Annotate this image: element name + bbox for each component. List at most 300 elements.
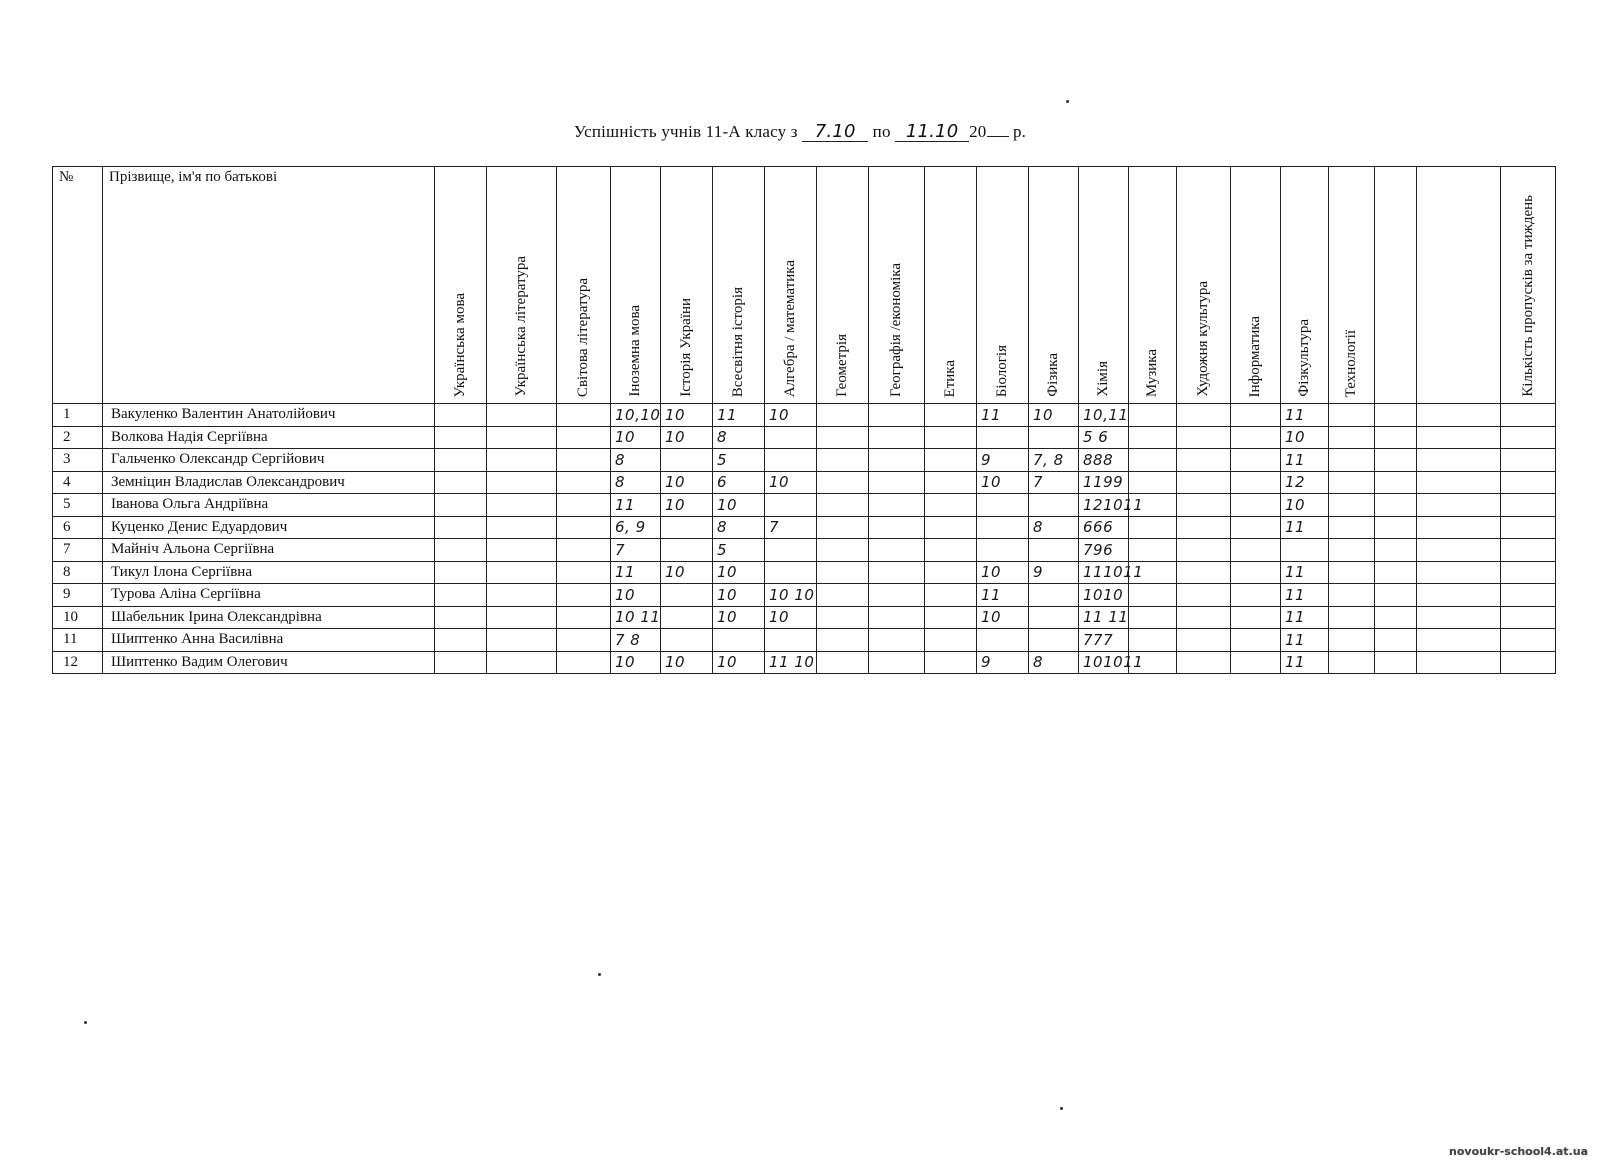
- grade-cell: 5 6: [1079, 426, 1129, 449]
- grade-cell: 11: [1281, 404, 1329, 427]
- grade-cell: 11: [977, 584, 1029, 607]
- column-header-subject: [1129, 167, 1177, 404]
- table-row: [53, 404, 1556, 427]
- date-from: 7.10: [802, 123, 868, 142]
- grade-cell: [487, 539, 557, 562]
- subject-label: Фізика: [1045, 353, 1061, 397]
- grade-cell: 10: [661, 494, 713, 517]
- grade-cell: [435, 471, 487, 494]
- grade-cell: 10: [661, 651, 713, 674]
- grade-cell: [557, 404, 611, 427]
- grade-cell: 7: [765, 516, 817, 539]
- grade-cell: [557, 584, 611, 607]
- grade-cell: [869, 651, 925, 674]
- row-number: 1: [53, 404, 103, 427]
- grade-cell: 6, 9: [611, 516, 661, 539]
- grade-cell: [869, 561, 925, 584]
- grade-cell: [487, 561, 557, 584]
- subject-label: Географія /економіка: [888, 262, 904, 397]
- grade-cell: [977, 539, 1029, 562]
- grade-cell: 666: [1079, 516, 1129, 539]
- grade-cell: [557, 539, 611, 562]
- grade-cell: [1129, 584, 1177, 607]
- grade-cell: [1177, 651, 1231, 674]
- grade-cell: [817, 606, 869, 629]
- grade-cell: [977, 516, 1029, 539]
- grade-cell: [661, 629, 713, 652]
- grade-cell: [1177, 471, 1231, 494]
- grade-cell: 5: [713, 449, 765, 472]
- row-number: 7: [53, 539, 103, 562]
- grade-cell: [1417, 584, 1501, 607]
- grade-cell: [1417, 606, 1501, 629]
- grade-cell: [765, 561, 817, 584]
- grade-cell: 10: [611, 584, 661, 607]
- grade-cell: [1231, 449, 1281, 472]
- grade-cell: [1375, 606, 1417, 629]
- title-mid: по: [872, 122, 891, 141]
- grade-cell: [1231, 584, 1281, 607]
- grade-cell: [1329, 539, 1375, 562]
- subject-label: Хімія: [1095, 361, 1111, 397]
- grade-cell: [487, 404, 557, 427]
- document-title: [0, 122, 1600, 142]
- grade-cell: [1177, 516, 1231, 539]
- grade-cell: [1329, 651, 1375, 674]
- grade-cell: 10: [765, 606, 817, 629]
- row-number: 5: [53, 494, 103, 517]
- grade-cell: 10,11: [1079, 404, 1129, 427]
- grade-cell: [435, 449, 487, 472]
- grade-cell: [1417, 494, 1501, 517]
- table-row: [53, 584, 1556, 607]
- date-to: 11.10: [895, 123, 969, 142]
- grade-cell: 11: [1281, 584, 1329, 607]
- grade-cell: [869, 539, 925, 562]
- grade-cell: 11: [611, 561, 661, 584]
- grade-cell: [925, 606, 977, 629]
- student-name: Турова Аліна Сергіївна: [103, 584, 435, 607]
- table-row: [53, 539, 1556, 562]
- grade-cell: [925, 404, 977, 427]
- grade-cell: 9: [977, 651, 1029, 674]
- column-header-subject: [1231, 167, 1281, 404]
- grade-cell: [1417, 471, 1501, 494]
- student-name: Шиптенко Вадим Олегович: [103, 651, 435, 674]
- grade-cell: 11: [1281, 516, 1329, 539]
- subject-label: Кількість пропусків за тиждень: [1519, 195, 1536, 397]
- grade-cell: [487, 629, 557, 652]
- grade-cell: [1177, 404, 1231, 427]
- grade-cell: [925, 629, 977, 652]
- scan-speck: [84, 1021, 87, 1024]
- grade-cell: [557, 561, 611, 584]
- grade-cell: [661, 584, 713, 607]
- grade-cell: 10,10: [611, 404, 661, 427]
- grade-cell: [925, 516, 977, 539]
- grade-cell: [1231, 494, 1281, 517]
- subject-label: Біологія: [994, 344, 1010, 397]
- column-header-subject: [817, 167, 869, 404]
- grade-cell: 121011: [1079, 494, 1129, 517]
- grade-cell: 7, 8: [1029, 449, 1079, 472]
- grade-cell: [817, 516, 869, 539]
- grade-cell: [1231, 516, 1281, 539]
- grade-cell: 10: [713, 606, 765, 629]
- grade-cell: 11: [1281, 651, 1329, 674]
- grade-cell: [1375, 404, 1417, 427]
- grade-cell: [1231, 606, 1281, 629]
- grade-cell: 11: [1281, 449, 1329, 472]
- grade-cell: [869, 584, 925, 607]
- student-name: Куценко Денис Едуардович: [103, 516, 435, 539]
- row-number: 6: [53, 516, 103, 539]
- grade-cell: 9: [1029, 561, 1079, 584]
- grade-cell: [435, 629, 487, 652]
- grade-cell: [1177, 539, 1231, 562]
- grade-cell: 10: [1281, 494, 1329, 517]
- column-header-subject: [869, 167, 925, 404]
- grade-cell: 11: [1281, 606, 1329, 629]
- grade-cell: 5: [713, 539, 765, 562]
- grade-cell: 10: [977, 561, 1029, 584]
- grade-cell: [1029, 629, 1079, 652]
- grade-cell: 11: [977, 404, 1029, 427]
- grade-cell: 12: [1281, 471, 1329, 494]
- grade-cell: [817, 561, 869, 584]
- column-header-subject: [661, 167, 713, 404]
- subject-label: Українська література: [513, 256, 529, 397]
- grade-cell: [1417, 539, 1501, 562]
- grade-cell: 10: [713, 584, 765, 607]
- grade-cell: 11: [1281, 629, 1329, 652]
- grade-cell: [487, 449, 557, 472]
- grade-cell: [1329, 561, 1375, 584]
- grade-cell: 101011: [1079, 651, 1129, 674]
- grade-cell: [1177, 449, 1231, 472]
- grade-cell: [817, 494, 869, 517]
- title-prefix: Успішність учнів 11-А класу з: [573, 122, 798, 141]
- grade-cell: [1281, 539, 1329, 562]
- grade-cell: 8: [1029, 516, 1079, 539]
- grade-cell: 7: [611, 539, 661, 562]
- grade-cell: 8: [611, 471, 661, 494]
- row-number: 9: [53, 584, 103, 607]
- grade-cell: [869, 494, 925, 517]
- grade-cell: 10: [611, 651, 661, 674]
- title-suffix: р.: [1012, 122, 1027, 141]
- scan-speck: [598, 973, 601, 976]
- subject-label: Світова література: [575, 277, 591, 397]
- grade-cell: [435, 516, 487, 539]
- grade-cell: [1329, 584, 1375, 607]
- grade-cell: [557, 629, 611, 652]
- grade-cell: 7 8: [611, 629, 661, 652]
- grade-cell: [765, 426, 817, 449]
- column-header-subject: [1079, 167, 1129, 404]
- column-header-number: №: [53, 167, 103, 404]
- subject-label: Музика: [1144, 348, 1160, 397]
- grade-cell: [817, 651, 869, 674]
- grade-cell: 10 10: [765, 584, 817, 607]
- grade-cell: [1417, 426, 1501, 449]
- grade-cell: [1329, 449, 1375, 472]
- column-header-subject: [765, 167, 817, 404]
- grade-cell: [435, 426, 487, 449]
- grade-cell: 888: [1079, 449, 1129, 472]
- column-header-subject: [1501, 167, 1556, 404]
- year-prefix: 20: [969, 122, 987, 141]
- student-name: Вакуленко Валентин Анатолійович: [103, 404, 435, 427]
- grade-cell: [765, 494, 817, 517]
- grade-cell: [869, 449, 925, 472]
- student-name: Гальченко Олександр Сергійович: [103, 449, 435, 472]
- table-row: [53, 426, 1556, 449]
- grade-cell: [817, 629, 869, 652]
- grade-cell: [1375, 494, 1417, 517]
- grade-cell: [1329, 426, 1375, 449]
- grade-cell: [1375, 629, 1417, 652]
- subject-label: Алгебра / математика: [782, 259, 798, 397]
- grade-cell: [487, 471, 557, 494]
- grade-cell: 6: [713, 471, 765, 494]
- student-name: Шабельник Ірина Олександрівна: [103, 606, 435, 629]
- grade-cell: [925, 584, 977, 607]
- grade-cell: [1501, 449, 1556, 472]
- subject-label: Інформатика: [1247, 315, 1263, 397]
- grade-cell: [925, 494, 977, 517]
- grade-cell: [557, 606, 611, 629]
- grade-cell: [1375, 516, 1417, 539]
- grade-cell: [817, 426, 869, 449]
- grade-cell: [925, 539, 977, 562]
- grade-cell: 10: [661, 426, 713, 449]
- grade-cell: 10: [1029, 404, 1079, 427]
- subject-label: Історія України: [678, 298, 694, 397]
- grade-cell: [1231, 629, 1281, 652]
- grade-cell: 11: [713, 404, 765, 427]
- grade-cell: [869, 629, 925, 652]
- grade-cell: [1231, 404, 1281, 427]
- grade-cell: [435, 561, 487, 584]
- grade-cell: [435, 494, 487, 517]
- grade-cell: [661, 449, 713, 472]
- table-row: [53, 449, 1556, 472]
- grade-cell: [557, 651, 611, 674]
- grade-cell: [925, 561, 977, 584]
- grade-cell: 11: [611, 494, 661, 517]
- grade-cell: [925, 651, 977, 674]
- column-header-subject: [1417, 167, 1501, 404]
- table-body: [53, 404, 1556, 674]
- grade-cell: [1129, 426, 1177, 449]
- table-row: [53, 494, 1556, 517]
- grade-cell: [487, 516, 557, 539]
- grade-cell: [1417, 449, 1501, 472]
- grade-cell: [661, 539, 713, 562]
- grade-cell: [869, 426, 925, 449]
- row-number: 10: [53, 606, 103, 629]
- row-number: 2: [53, 426, 103, 449]
- grade-cell: [1417, 404, 1501, 427]
- grade-cell: [435, 651, 487, 674]
- grade-cell: [1501, 629, 1556, 652]
- row-number: 4: [53, 471, 103, 494]
- column-header-subject: [713, 167, 765, 404]
- grade-cell: [435, 539, 487, 562]
- grade-cell: [869, 606, 925, 629]
- grade-cell: 7: [1029, 471, 1079, 494]
- grade-cell: [869, 516, 925, 539]
- table-row: [53, 561, 1556, 584]
- year-blank: [987, 136, 1009, 137]
- grade-cell: 777: [1079, 629, 1129, 652]
- grade-cell: [977, 629, 1029, 652]
- grade-cell: [1177, 494, 1231, 517]
- grade-cell: [557, 426, 611, 449]
- grade-cell: 11 10: [765, 651, 817, 674]
- grade-cell: [817, 471, 869, 494]
- grade-cell: 8: [713, 516, 765, 539]
- subject-label: Геометрія: [834, 334, 850, 397]
- grade-cell: [817, 584, 869, 607]
- grade-cell: 10: [765, 471, 817, 494]
- column-header-subject: [1281, 167, 1329, 404]
- grade-cell: [1417, 516, 1501, 539]
- grade-cell: [487, 494, 557, 517]
- column-header-subject: [1029, 167, 1079, 404]
- column-header-subject: [1329, 167, 1375, 404]
- grade-cell: [1375, 539, 1417, 562]
- grade-cell: 10: [611, 426, 661, 449]
- row-number: 8: [53, 561, 103, 584]
- grade-cell: [1129, 539, 1177, 562]
- grade-cell: 10: [713, 651, 765, 674]
- grade-cell: [1029, 584, 1079, 607]
- grade-cell: 8: [1029, 651, 1079, 674]
- grade-cell: [1129, 449, 1177, 472]
- grade-cell: 10: [1281, 426, 1329, 449]
- grade-cell: 1010: [1079, 584, 1129, 607]
- grade-cell: 10: [977, 471, 1029, 494]
- grade-cell: [1029, 426, 1079, 449]
- column-header-name: Прізвище, ім'я по батькові: [103, 167, 435, 404]
- grade-cell: [1177, 561, 1231, 584]
- grade-cell: [1329, 606, 1375, 629]
- subject-label: Іноземна мова: [627, 305, 643, 397]
- grade-cell: [1375, 449, 1417, 472]
- student-name: Майніч Альона Сергіївна: [103, 539, 435, 562]
- subject-label: Технології: [1343, 329, 1359, 397]
- grade-cell: [1501, 584, 1556, 607]
- grade-cell: [977, 494, 1029, 517]
- grade-cell: 10: [661, 471, 713, 494]
- grade-cell: [977, 426, 1029, 449]
- student-name: Земніцин Владислав Олександрович: [103, 471, 435, 494]
- row-number: 3: [53, 449, 103, 472]
- grade-cell: [1129, 629, 1177, 652]
- grade-cell: [765, 539, 817, 562]
- table-row: [53, 471, 1556, 494]
- grade-cell: [661, 516, 713, 539]
- grade-cell: [1129, 404, 1177, 427]
- grade-cell: 8: [713, 426, 765, 449]
- grade-cell: [869, 471, 925, 494]
- grade-cell: [1501, 494, 1556, 517]
- grade-cell: [713, 629, 765, 652]
- grade-cell: [1417, 561, 1501, 584]
- grade-cell: 1199: [1079, 471, 1129, 494]
- grade-cell: 10: [661, 404, 713, 427]
- grade-cell: [1375, 651, 1417, 674]
- grade-cell: [817, 539, 869, 562]
- grade-cell: [557, 471, 611, 494]
- grade-cell: [557, 494, 611, 517]
- grade-cell: [1501, 561, 1556, 584]
- grade-cell: [487, 584, 557, 607]
- grade-cell: [1177, 606, 1231, 629]
- grade-cell: [1329, 629, 1375, 652]
- grade-cell: 10: [713, 561, 765, 584]
- grade-cell: [435, 606, 487, 629]
- row-number: 12: [53, 651, 103, 674]
- grade-cell: [1329, 471, 1375, 494]
- table-row: [53, 606, 1556, 629]
- grade-cell: 10: [713, 494, 765, 517]
- grade-cell: [1231, 651, 1281, 674]
- grade-cell: 11: [1281, 561, 1329, 584]
- row-number: 11: [53, 629, 103, 652]
- subject-label: Українська мова: [452, 292, 468, 397]
- grade-cell: [925, 426, 977, 449]
- subject-label: Художня культура: [1195, 281, 1211, 397]
- student-name: Тикул Ілона Сергіївна: [103, 561, 435, 584]
- header-row: [53, 167, 1556, 404]
- column-header-subject: [435, 167, 487, 404]
- grade-cell: 11 11: [1079, 606, 1129, 629]
- grades-table: [52, 166, 1556, 674]
- grade-cell: [1329, 516, 1375, 539]
- grade-cell: [1231, 539, 1281, 562]
- column-header-subject: [611, 167, 661, 404]
- grade-cell: [1375, 584, 1417, 607]
- column-header-subject: [557, 167, 611, 404]
- grade-cell: [869, 404, 925, 427]
- subject-label: Всесвітня історія: [730, 286, 746, 397]
- grade-cell: [1501, 404, 1556, 427]
- grade-cell: [1129, 606, 1177, 629]
- student-name: Іванова Ольга Андріївна: [103, 494, 435, 517]
- scan-speck: [1060, 1107, 1063, 1110]
- grade-cell: [765, 449, 817, 472]
- grade-cell: [1029, 494, 1079, 517]
- grade-cell: [1129, 471, 1177, 494]
- watermark: novoukr-school4.at.ua: [1449, 1145, 1588, 1158]
- grade-cell: [487, 651, 557, 674]
- grade-cell: 10: [977, 606, 1029, 629]
- grade-cell: [661, 606, 713, 629]
- grade-cell: [487, 606, 557, 629]
- grade-cell: [817, 449, 869, 472]
- grade-cell: [557, 449, 611, 472]
- grade-cell: [557, 516, 611, 539]
- grade-cell: [1501, 516, 1556, 539]
- grade-cell: [435, 404, 487, 427]
- grade-cell: [1501, 426, 1556, 449]
- grade-cell: [1231, 426, 1281, 449]
- grade-cell: [1375, 561, 1417, 584]
- column-header-subject: [1177, 167, 1231, 404]
